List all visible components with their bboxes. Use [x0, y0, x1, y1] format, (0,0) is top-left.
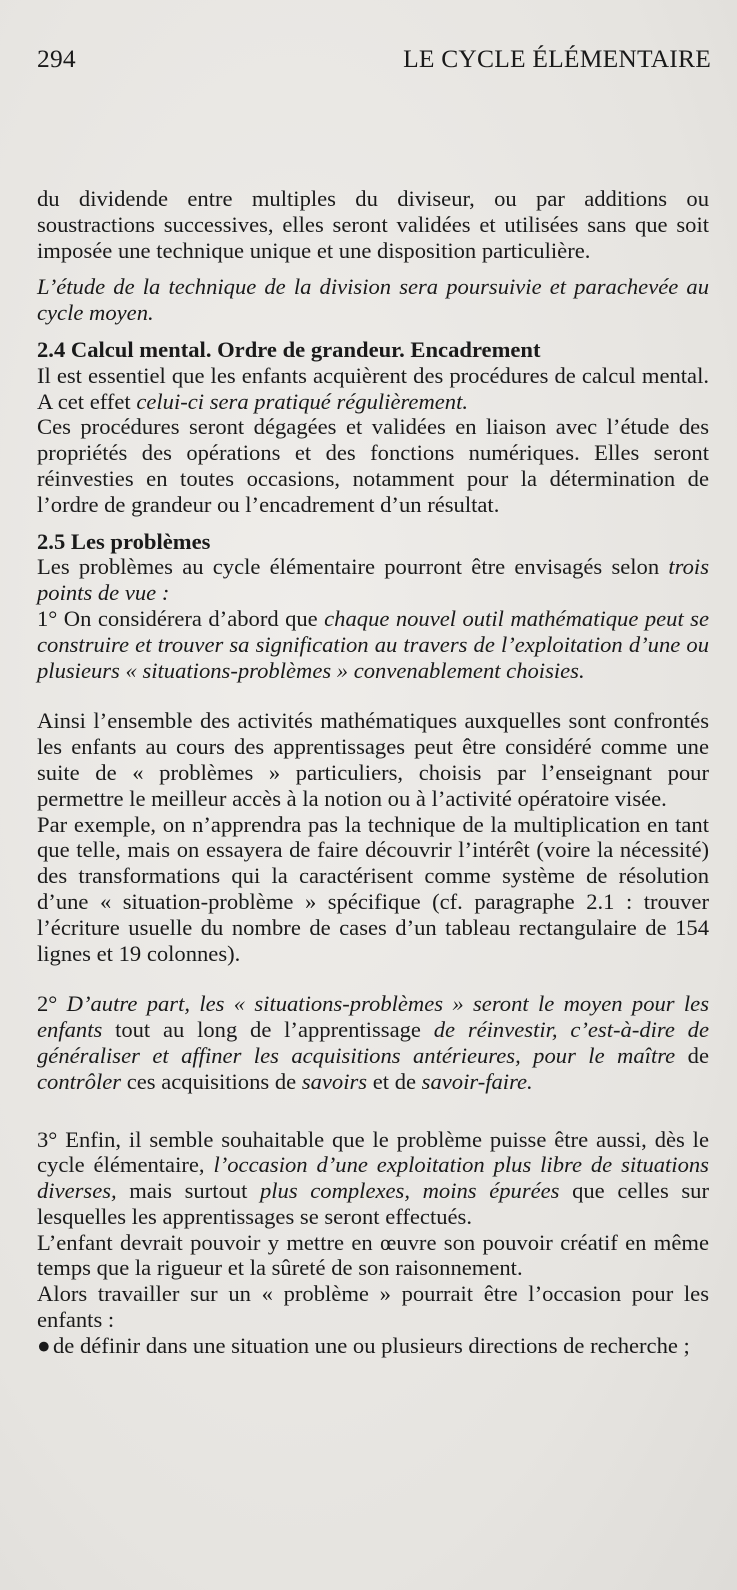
italic-text: chaque nouvel outil mathématique peut se construire et trouver sa signification au travers de l’exploitation d’une ou plusieurs « situations-problèmes » convenablement choisies.	[37, 605, 709, 683]
text-run: mais surtout	[116, 1178, 260, 1204]
italic-text: D’autre part, les « situations-problèmes » seront le moyen pour les enfants	[37, 991, 710, 1043]
page-number: 294	[37, 44, 76, 73]
page-body	[37, 186, 709, 1359]
text-run: tout au long de l’apprentissage	[102, 1017, 434, 1043]
running-title: LE CYCLE ÉLÉMENTAIRE	[403, 44, 711, 73]
paragraph-par-exemple: Par exemple, on n’apprendra pas la technique de la multiplication en tant que telle, mais on essayera de faire découvrir l’intérêt (voire la nécessité) des transformations qui la caractérisent comme système de résolution d’une « situation-problème » spécifique (cf. paragraphe 2.1 : trouver l’écriture usuelle du nombre de cases d’un tableau rectangulaire de 154 lignes et 19 colonnes).	[37, 811, 709, 966]
bullet-icon: ●	[37, 1332, 51, 1358]
section-heading-2-4: 2.4 Calcul mental. Ordre de grandeur. Encadrement	[37, 336, 541, 362]
italic-text: trois points de vue :	[37, 554, 709, 606]
italic-text: plus complexes, moins épurées	[259, 1178, 560, 1204]
text-run: que celles sur lesquelles les apprentissages se seront effectués.	[37, 1178, 709, 1229]
italic-text: l’occasion d’une exploitation plus libre de situations diverses,	[37, 1152, 709, 1204]
paragraph-point-3	[37, 1127, 709, 1230]
running-header	[37, 44, 711, 74]
paragraph-enfant: L’enfant devrait pouvoir y mettre en œuvre son pouvoir créatif en même temps que la rigueur et la sûreté de son raisonnement.	[37, 1229, 709, 1281]
paragraph-division-cycle-moyen	[37, 274, 709, 326]
italic-text: celui-ci sera pratiqué régulièrement.	[136, 388, 469, 414]
text-run: 2°	[37, 991, 67, 1017]
paragraph-calcul-mental	[37, 363, 709, 415]
bullet-item-1	[37, 1333, 709, 1359]
italic-text: contrôler	[37, 1068, 122, 1094]
paragraph-alors: Alors travailler sur un « problème » pourrait être l’occasion pour les enfants :	[37, 1281, 709, 1333]
italic-text: de réinvestir, c’est-à-dire de généraliser et affiner les acquisitions antérieures, pour le maître	[37, 1017, 710, 1068]
paragraph-division-validation: du dividende entre multiples du diviseur, ou par additions ou soustractions successives, elles seront validées et utilisées sans que soit imposée une technique unique et une disposition particulière.	[37, 186, 709, 263]
text-run: Les problèmes au cycle élémentaire pourront être envisagés selon	[37, 554, 669, 580]
paragraph-problemes-intro	[37, 554, 709, 606]
text-run: de	[675, 1042, 709, 1068]
paragraph-point-2	[37, 991, 709, 1094]
italic-text: savoirs	[301, 1068, 368, 1094]
text-run: ces acquisitions de	[121, 1068, 302, 1094]
paragraph-point-1	[37, 606, 709, 683]
text-run: 3° Enfin, il semble souhaitable que le problème puisse être aussi, dès le cycle élémentaire,	[37, 1126, 709, 1178]
bullet-text: de définir dans une situation une ou plusieurs directions de recherche ;	[53, 1332, 690, 1358]
italic-text: L’étude de la technique de la division sera poursuivie et parachevée au cycle moyen.	[37, 274, 709, 326]
text-run: 1° On considérera d’abord que	[37, 605, 325, 631]
text-run: Il est essentiel que les enfants acquièrent des procédures de calcul mental. A cet effet	[37, 362, 709, 414]
italic-text: savoir-faire.	[421, 1068, 533, 1094]
section-heading-2-5: 2.5 Les problèmes	[37, 528, 211, 554]
paragraph-procedures: Ces procédures seront dégagées et validées en liaison avec l’étude des propriétés des opérations et des fonctions numériques. Elles seront réinvesties en toutes occasions, notamment pour la détermination de l’ordre de grandeur ou l’encadrement d’un résultat.	[37, 414, 709, 517]
paragraph-ainsi: Ainsi l’ensemble des activités mathématiques auxquelles sont confrontés les enfants au cours des apprentissages peut être considéré comme une suite de « problèmes » particuliers, choisis par l’enseignant pour permettre le meilleur accès à la notion ou à l’activité opératoire visée.	[37, 708, 709, 811]
text-run: et de	[367, 1068, 422, 1094]
